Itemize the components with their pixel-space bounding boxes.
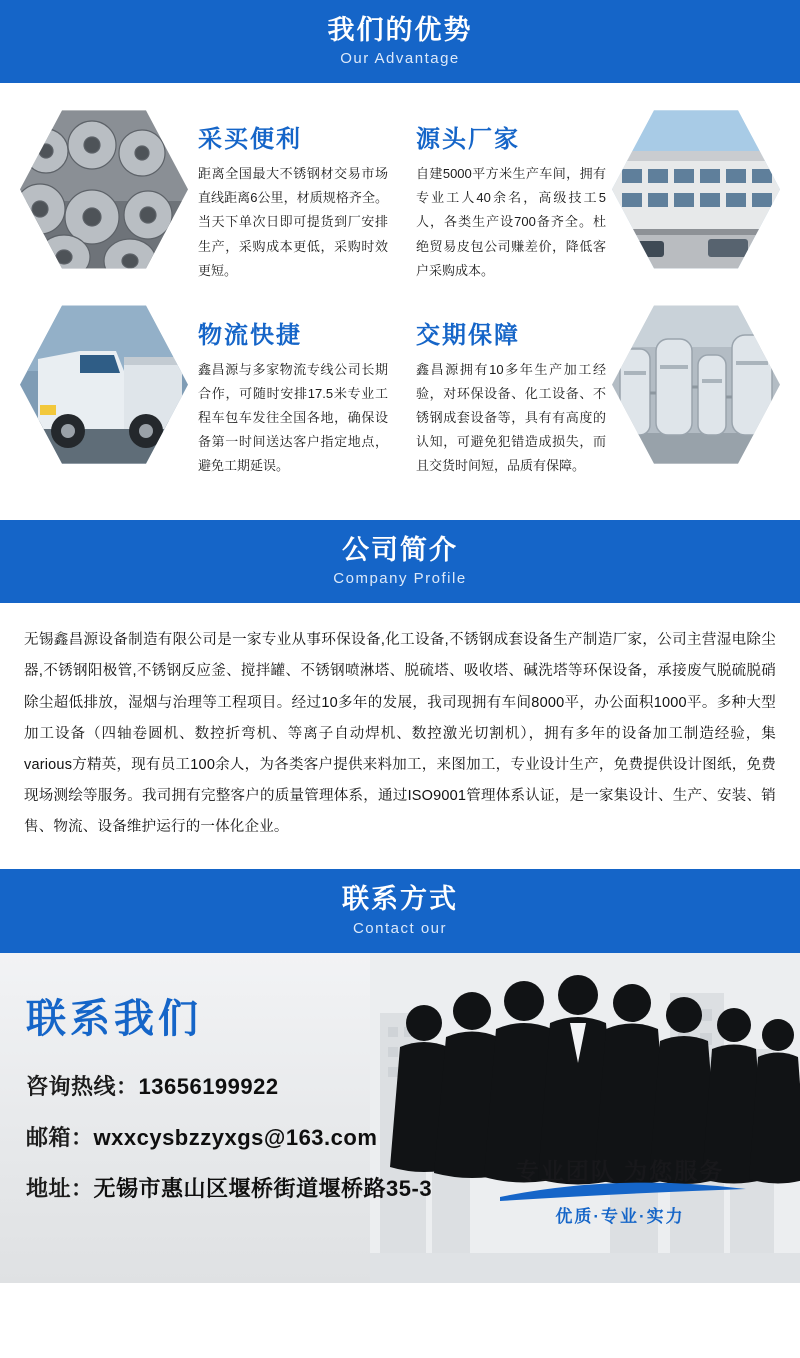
contact-email-row bbox=[26, 1121, 432, 1152]
advantage-item-2 bbox=[14, 297, 400, 482]
advantage-row bbox=[14, 297, 786, 482]
advantage-item-3 bbox=[400, 297, 786, 482]
contact-address-row bbox=[26, 1172, 432, 1203]
truck-photo bbox=[20, 301, 188, 469]
advantage-title-cn: 我们的优势 bbox=[327, 15, 473, 45]
spacer bbox=[0, 502, 800, 520]
advantage-item-desc: 鑫昌源拥有10多年生产加工经验，对环保设备、化工设备、不锈钢成套设备等，具有有高度的认知，可避免犯错造成损失，而且交货时间短，品质有保障。 bbox=[416, 361, 606, 473]
steel-coils-photo bbox=[20, 105, 188, 273]
advantage-banner bbox=[0, 0, 800, 83]
contact-phone-row bbox=[26, 1070, 432, 1101]
slogan-main: 专业团队 为您服务 bbox=[515, 1157, 725, 1184]
contact-email-label: 邮箱： bbox=[26, 1124, 94, 1150]
advantage-item-0 bbox=[14, 101, 400, 286]
advantage-item-title: 交期保障 bbox=[416, 321, 520, 349]
advantage-title-en: Our Advantage bbox=[340, 50, 460, 68]
contact-address-label: 地址： bbox=[26, 1175, 94, 1201]
profile-title-en: Company Profile bbox=[333, 570, 467, 588]
advantage-item-1 bbox=[400, 101, 786, 286]
advantage-text-0 bbox=[188, 105, 394, 282]
advantage-item-title: 采买便利 bbox=[198, 126, 302, 154]
advantage-item-title: 物流快捷 bbox=[198, 321, 302, 349]
contact-section bbox=[0, 953, 800, 1283]
advantage-text-2 bbox=[188, 301, 394, 478]
slogan-sub: 优质·专业·实力 bbox=[555, 1206, 685, 1226]
profile-body-text: 无锡鑫昌源设备制造有限公司是一家专业从事环保设备,化工设备,不锈钢成套设备生产制造厂家，公司主营湿电除尘器,不锈钢阳极管,不锈钢反应釜、搅拌罐、不锈钢喷淋塔、脱硫塔、吸收塔、碱洗塔等环保设备，承接废气脱硫脱硝除尘超低排放，湿烟与治理等工程项目。经过10多年的发展，我司现拥有车间8000平，办公面积1000平。多种大型加工设备（四轴卷圆机、数控折弯机、等离子自动焊机、数控激光切割机），拥有多年的设备加工制造经验，集various方精英，现有员工100余人，为各类客户提供来料加工，来图加工，专业设计生产，免费提供设计图纸，免费现场测绘等服务。我司拥有完整客户的质量管理体系，通过ISO9001管理体系认证，是一家集设计、生产、安装、销售、物流、设备维护运行的一体化企业。 bbox=[24, 632, 776, 836]
contact-banner bbox=[0, 869, 800, 952]
advantage-text-3 bbox=[406, 301, 612, 478]
contact-address-value: 无锡市惠山区堰桥街道堰桥路35-3 bbox=[93, 1175, 433, 1201]
contact-title-en: Contact our bbox=[352, 919, 448, 937]
contact-heading: 联系我们 bbox=[26, 996, 202, 1041]
contact-phone-value[interactable]: 13656199922 bbox=[138, 1073, 279, 1099]
factory-building-photo bbox=[612, 105, 780, 273]
advantage-item-desc: 距离全国最大不锈钢材交易市场直线距离6公里，材质规格齐全。当天下单次日即可提货到厂安排生产，采购成本更低，采购时效更短。 bbox=[198, 166, 388, 278]
contact-email-value[interactable]: wxxcysbzzyxgs@163.com bbox=[93, 1124, 378, 1150]
profile-title-cn: 公司简介 bbox=[342, 534, 458, 565]
advantage-item-title: 源头厂家 bbox=[416, 126, 520, 154]
advantage-item-desc: 鑫昌源与多家物流专线公司长期合作，可随时安排17.5米专业工程车包车发往全国各地，确保设备第一时间送达客户指定地点，避免工期延误。 bbox=[198, 361, 388, 473]
advantage-row bbox=[14, 101, 786, 286]
contact-phone-label: 咨询热线： bbox=[26, 1073, 139, 1099]
advantage-item-desc: 自建5000平方米生产车间，拥有专业工人40余名，高级技工5人，各类生产设700备齐全。杜绝贸易皮包公司赚差价，降低客户采购成本。 bbox=[416, 166, 606, 278]
stainless-tanks-photo bbox=[612, 301, 780, 469]
contact-title-cn: 联系方式 bbox=[342, 884, 458, 915]
profile-banner bbox=[0, 520, 800, 603]
advantage-text-1 bbox=[406, 105, 612, 282]
advantage-grid bbox=[0, 83, 800, 501]
contact-info bbox=[26, 987, 432, 1223]
slogan-block bbox=[470, 1153, 770, 1227]
